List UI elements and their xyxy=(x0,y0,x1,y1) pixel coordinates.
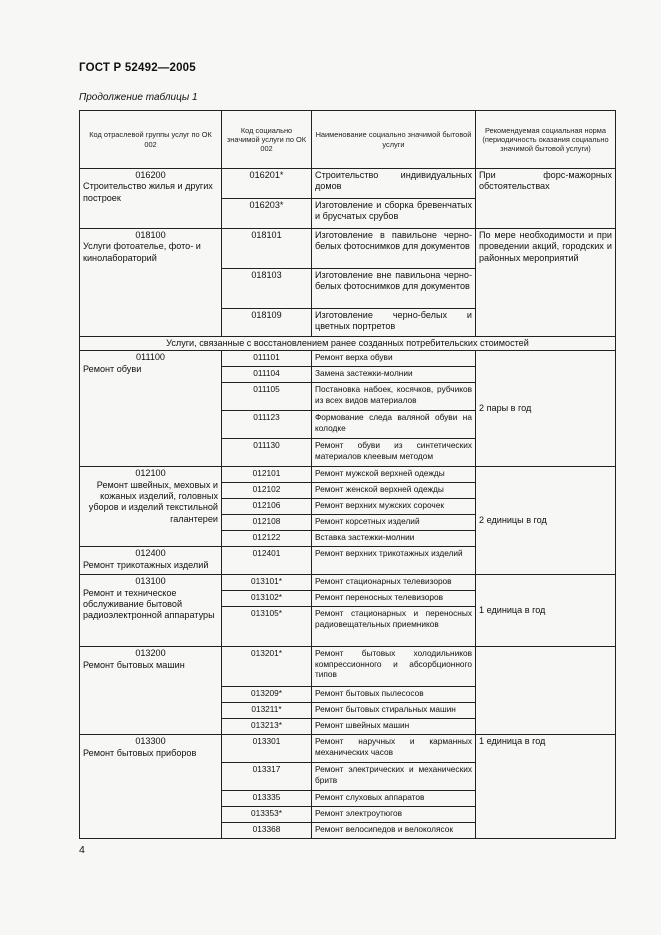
service-name: Формование следа валяной обуви на колодке xyxy=(312,411,476,439)
service-code: 016201* xyxy=(222,169,312,199)
group-cell xyxy=(80,735,222,839)
service-code: 013209* xyxy=(222,687,312,703)
group-code: 012400 xyxy=(135,548,166,559)
service-code: 018101 xyxy=(222,229,312,269)
group-name: Ремонт трикотажных изделий xyxy=(83,559,209,570)
services-table xyxy=(79,110,616,839)
table-row xyxy=(80,735,616,763)
service-name: Ремонт бытовых пылесосов xyxy=(312,687,476,703)
group-name: Услуги фотоателье, фото- и кинолабораторий xyxy=(83,241,201,263)
service-code: 012102 xyxy=(222,483,312,499)
service-name: Ремонт швейных машин xyxy=(312,719,476,735)
service-code: 011105 xyxy=(222,383,312,411)
service-name: Ремонт переносных телевизоров xyxy=(312,591,476,607)
service-name: Вставка застежки-молнии xyxy=(312,531,476,547)
service-name: Изготовление вне павильона черно-белых фотоснимков для документов xyxy=(312,269,476,309)
table-header-row xyxy=(80,111,616,169)
service-code: 011123 xyxy=(222,411,312,439)
service-name: Изготовление в павильоне черно-белых фотоснимков для документов xyxy=(312,229,476,269)
service-name: Ремонт стационарных и переносных радиовещательных приемников xyxy=(312,607,476,647)
service-name: Замена застежки-молнии xyxy=(312,367,476,383)
service-name: Ремонт мужской верхней одежды xyxy=(312,467,476,483)
service-code: 011130 xyxy=(222,439,312,467)
group-cell xyxy=(80,351,222,467)
group-cell xyxy=(80,169,222,229)
service-name: Ремонт наручных и карманных механических часов xyxy=(312,735,476,763)
service-code: 012106 xyxy=(222,499,312,515)
service-code: 013353* xyxy=(222,807,312,823)
service-code: 012401 xyxy=(222,547,312,575)
social-norm: При форс-мажорных обстоятельствах xyxy=(476,169,616,229)
group-code: 011100 xyxy=(136,352,165,363)
social-norm: 1 единица в год xyxy=(476,735,616,839)
service-name: Ремонт слуховых аппаратов xyxy=(312,791,476,807)
group-code: 012100 xyxy=(135,468,166,479)
header-social-norm: Рекомендуемая социальная норма (периодичность оказания социально значимой бытовой услуги) xyxy=(476,111,616,169)
service-name: Ремонт велосипедов и велоколясок xyxy=(312,823,476,839)
table-row xyxy=(80,351,616,367)
table-row xyxy=(80,575,616,591)
service-name: Ремонт электрических и механических бритв xyxy=(312,763,476,791)
group-cell xyxy=(80,547,222,575)
group-name: Ремонт и техническое обслуживание бытовой радиоэлектронной аппаратуры xyxy=(83,587,215,621)
table-row xyxy=(80,229,616,269)
group-cell xyxy=(80,467,222,547)
header-service-code: Код социально значимой услуги по ОК 002 xyxy=(222,111,312,169)
service-code: 013368 xyxy=(222,823,312,839)
service-name: Ремонт стационарных телевизоров xyxy=(312,575,476,591)
service-name: Изготовление черно-белых и цветных портретов xyxy=(312,309,476,337)
service-name: Ремонт верха обуви xyxy=(312,351,476,367)
section-heading: Услуги, связанные с восстановлением ранее созданных потребительских стоимостей xyxy=(80,337,616,351)
service-name: Строительство индивидуальных домов xyxy=(312,169,476,199)
table-row xyxy=(80,647,616,687)
service-code: 018109 xyxy=(222,309,312,337)
group-name: Ремонт швейных, меховых и кожаных изделий, головных уборов и изделий текстильной галантереи xyxy=(88,479,218,524)
service-code: 016203* xyxy=(222,199,312,229)
table-caption: Продолжение таблицы 1 xyxy=(79,92,198,103)
group-name: Строительство жилья и других построек xyxy=(83,181,213,203)
service-code: 013102* xyxy=(222,591,312,607)
group-cell xyxy=(80,229,222,337)
group-name: Ремонт бытовых машин xyxy=(83,659,185,670)
group-cell xyxy=(80,575,222,647)
service-name: Ремонт корсетных изделий xyxy=(312,515,476,531)
page-number: 4 xyxy=(79,844,85,856)
service-code: 012101 xyxy=(222,467,312,483)
group-code: 013100 xyxy=(135,576,166,587)
social-norm: По мере необходимости и при проведении акций, городских и районных мероприятий xyxy=(476,229,616,337)
group-code: 013300 xyxy=(135,736,166,747)
service-name: Ремонт электроутюгов xyxy=(312,807,476,823)
social-norm: 2 пары в год xyxy=(476,351,616,467)
service-code: 013213* xyxy=(222,719,312,735)
service-code: 013101* xyxy=(222,575,312,591)
table-row xyxy=(80,467,616,483)
group-name: Ремонт бытовых приборов xyxy=(83,747,197,758)
service-code: 013211* xyxy=(222,703,312,719)
service-code: 012108 xyxy=(222,515,312,531)
service-name: Изготовление и сборка бревенчатых и брусчатых срубов xyxy=(312,199,476,229)
service-name: Постановка набоек, косячков, рубчиков из всех видов материалов xyxy=(312,383,476,411)
service-code: 011104 xyxy=(222,367,312,383)
service-name: Ремонт обуви из синтетических материалов клеевым методом xyxy=(312,439,476,467)
social-norm-empty xyxy=(476,647,616,735)
service-code: 011101 xyxy=(222,351,312,367)
group-code: 016200 xyxy=(135,170,166,180)
service-name: Ремонт бытовых холодильников компрессионного и абсорбционного типов xyxy=(312,647,476,687)
service-code: 013301 xyxy=(222,735,312,763)
service-name: Ремонт женской верхней одежды xyxy=(312,483,476,499)
service-code: 013335 xyxy=(222,791,312,807)
group-code: 018100 xyxy=(135,230,166,240)
group-name: Ремонт обуви xyxy=(83,363,142,374)
service-name: Ремонт бытовых стиральных машин xyxy=(312,703,476,719)
service-code: 018103 xyxy=(222,269,312,309)
section-row xyxy=(80,337,616,351)
service-name: Ремонт верхних трикотажных изделий xyxy=(312,547,476,575)
social-norm: 1 единица в год xyxy=(476,575,616,647)
document-title: ГОСТ Р 52492—2005 xyxy=(79,62,196,74)
service-code: 013105* xyxy=(222,607,312,647)
group-code: 013200 xyxy=(135,648,166,659)
service-code: 013201* xyxy=(222,647,312,687)
service-code: 013317 xyxy=(222,763,312,791)
social-norm: 2 единицы в год xyxy=(476,467,616,575)
service-name: Ремонт верхних мужских сорочек xyxy=(312,499,476,515)
table-row xyxy=(80,169,616,199)
service-code: 012122 xyxy=(222,531,312,547)
header-group-code: Код отраслевой группы услуг по ОК 002 xyxy=(80,111,222,169)
group-cell xyxy=(80,647,222,735)
header-service-name: Наименование социально значимой бытовой услуги xyxy=(312,111,476,169)
